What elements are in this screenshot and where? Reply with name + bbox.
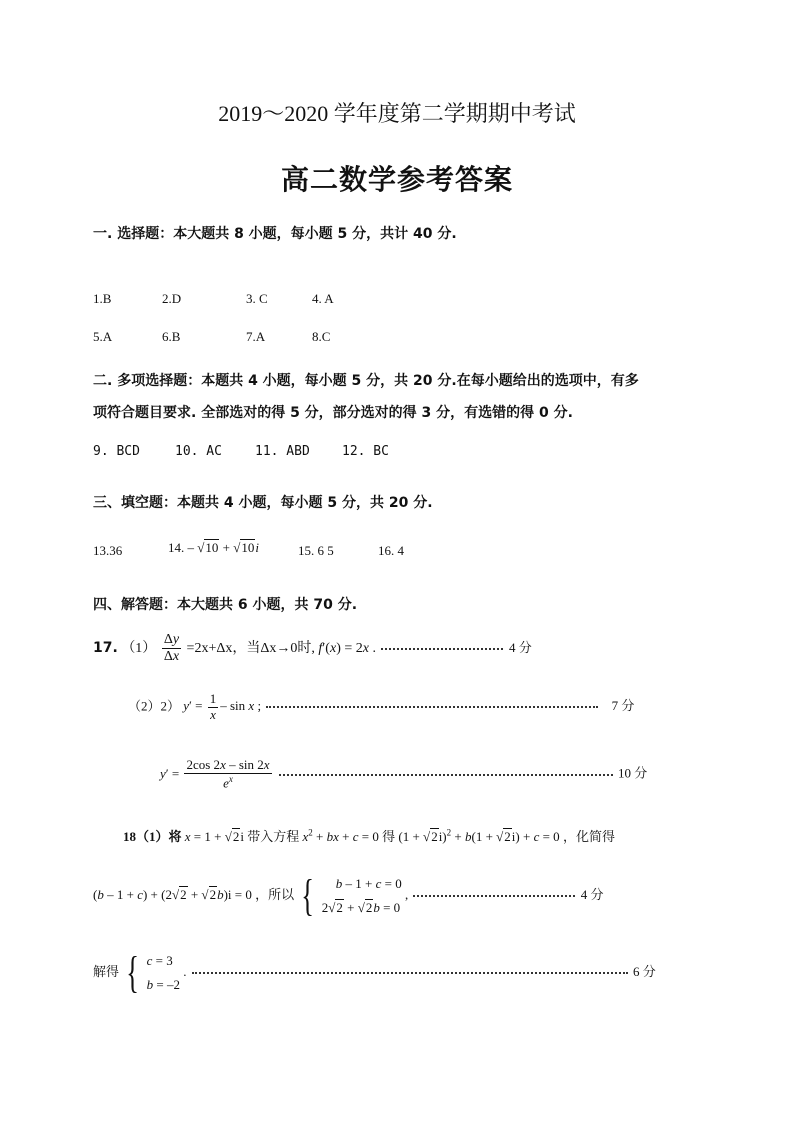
q18-score1: 4 分 [580, 886, 604, 902]
answer-9: 9. BCD [93, 444, 140, 459]
answer-5: 5.A [93, 329, 113, 344]
q17-part2-formula: y′ = $\frac{1}{x}$ – sin x ; [183, 691, 262, 722]
dot-leader [381, 648, 503, 650]
answer-15: 15. 6 5 [298, 543, 334, 558]
section-4-heading: 四、解答题：本大题共 6 小题，共 70 分. [93, 597, 358, 613]
exam-title: 2019～2020 学年度第二学期期中考试 [218, 101, 576, 126]
q17-part3-score: 10 分 [618, 765, 648, 781]
answer-14-formula: – √10 + √10i [187, 540, 259, 555]
section-3-heading: 三、填空题：本题共 4 小题，每小题 5 分，共 20 分. [93, 495, 433, 511]
q18-simplified: (b – 1 + c) + (2√2 + √2b)i = 0 [93, 886, 252, 902]
answer-3: 3. C [246, 291, 268, 306]
delta-fraction: $\frac{\Delta y}{\Delta x}$ [163, 632, 180, 665]
answer-16: 16. 4 [378, 543, 404, 558]
q18-score2: 6 分 [632, 963, 656, 979]
q18-text3: ，化简得 [562, 829, 615, 844]
q17-part3-formula: y′ = $\frac{2\cos 2x - \sin 2x}{e^x}$ [160, 757, 270, 791]
answer-2: 2.D [162, 291, 182, 306]
q17-part2-score: 7 分 [611, 698, 635, 714]
q18-line3: 解得 { c = 3 b = –2 . 6 分 [93, 948, 656, 997]
q17-part1-label: （1） [121, 640, 157, 656]
q18-text2: 得 [382, 829, 396, 844]
section-2-heading-line1: 二. 多项选择题：本题共 4 小题，每小题 5 分，共 20 分.在每小题给出的选项中，有多 [93, 373, 639, 389]
dot-leader [279, 774, 613, 776]
answer-1: 1.B [93, 291, 112, 306]
answer-14 [168, 540, 259, 556]
q18-line1 [123, 826, 615, 845]
answer-10: 10. AC [175, 444, 222, 459]
section-2-heading-line2: 项符合题目要求. 全部选对的得 5 分，部分选对的得 3 分，有选错的得 0 分. [93, 405, 573, 421]
q18-label: 18（1）将 [123, 829, 182, 844]
answer-12: 12. BC [342, 444, 389, 459]
answer-8: 8.C [312, 329, 331, 344]
q18-line2: (b – 1 + c) + (2√2 + √2b)i = 0 ，所以 { b – 1 + c = 0 2√2 + √2b = 0 , 4 分 [93, 871, 604, 920]
q18-text1: 带入方程 [247, 829, 300, 844]
q17-part1-text: =2x+Δx，当Δx→0时, [186, 640, 315, 656]
q18-system-2: c = 3 b = –2 [146, 953, 180, 992]
q18-suo-yi: ，所以 [255, 886, 295, 902]
q17-label: 17. [93, 639, 118, 656]
dot-leader [192, 972, 628, 974]
answer-13: 13.36 [93, 543, 123, 558]
left-brace: { [301, 871, 315, 920]
section-1-heading: 一. 选择题：本大题共 8 小题，每小题 5 分，共计 40 分. [93, 226, 457, 242]
q17-part2-label: （2）2） [128, 698, 181, 714]
q17-part1-score: 4 分 [508, 639, 532, 655]
q18-jie-de: 解得 [93, 963, 120, 979]
left-brace: { [126, 948, 140, 997]
dot-leader [413, 895, 575, 897]
q17-part2 [128, 692, 634, 723]
q17-part3 [160, 758, 647, 791]
q18-equation: $x^2$ + bx + c = 0 [302, 827, 379, 844]
answer-7: 7.A [246, 329, 266, 344]
answer-11: 11. ABD [255, 444, 310, 459]
answer-6: 6.B [162, 329, 181, 344]
q18-expanded: $(1 + √2i)^2 + b(1 + √2i) + c = 0$ [398, 827, 560, 844]
answer-4: 4. A [312, 291, 334, 306]
q17-part1 [93, 632, 532, 665]
q18-system-1: b – 1 + c = 0 2√2 + √2b = 0 [321, 876, 402, 915]
dot-leader [266, 706, 598, 708]
q17-part1-derivative: f′(x) = 2x . [318, 640, 376, 656]
answer-key-title: 高二数学参考答案 [280, 163, 513, 196]
q18-substitution: x = 1 + √2i [184, 829, 244, 844]
answer-14-label: 14. [168, 540, 185, 555]
